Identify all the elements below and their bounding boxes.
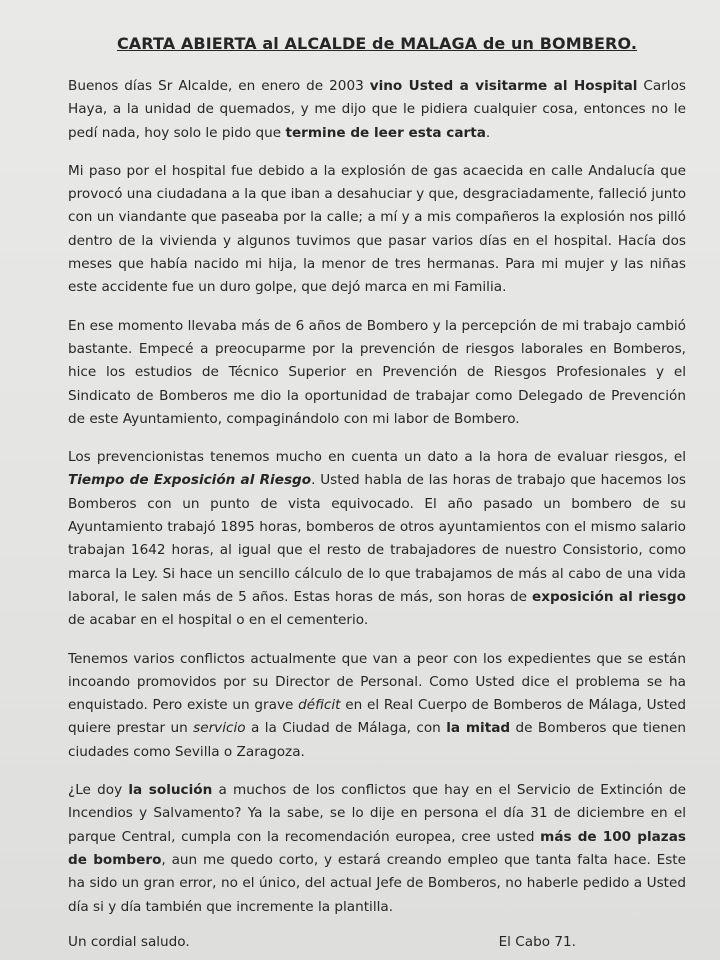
p5-text-4: de Bomberos que tienen ciudades como Sevilla o Zaragoza.: [68, 720, 686, 760]
paragraph-3: En ese momento llevaba más de 6 años de Bombero y la percepción de mi trabajo cambió bastante. Empecé a preocuparme por la prevención de riesgos laborales en Bomberos, hice los estudios de Técnico Superior en Prevención de Riesgos Profesionales y el Sindicato de Bomberos me dio la oportunidad de trabajar como Delegado de Prevención de este Ayuntamiento, compaginándolo con mi labor de Bombero.: [68, 317, 686, 427]
p1-bold-1: vino Usted a visitarme al Hospital: [369, 78, 638, 94]
paragraph-6: [68, 779, 686, 919]
p1-text-2: Carlos Haya, a la unidad de quemados, y me dijo que le pidiera cualquier cosa, entonces no le pedí nada, hoy solo le pido que: [68, 78, 686, 141]
p1-text-3: .: [485, 124, 491, 141]
p1-bold-2: termine de leer esta carta: [285, 124, 486, 141]
paragraph-2: Mi paso por el hospital fue debido a la explosión de gas acaecida en calle Andalucía que provocó una ciudadana a la que iban a desahuciar y que, desgraciadamente, falleció junto con un viandante que paseaba por la calle; a mí y a mis compañeros la explosión nos pilló dentro de la vivienda y algunos tuvimos que pasar varios días en el hospital. Hacía dos meses que había nacido mi hija, la menor de tres hermanas. Para mi mujer y las niñas este accidente fue un duro golpe, que dejó marca en mi Familia.: [68, 162, 687, 296]
p5-text-3: a la Ciudad de Málaga, con: [245, 720, 447, 737]
p6-text-1: ¿Le doy: [68, 782, 129, 799]
paragraph-4: [68, 446, 686, 632]
p5-bold-1: la mitad: [446, 720, 511, 737]
paragraph-1: [68, 75, 686, 145]
p4-bold-italic-1: Tiempo de Exposición al Riesgo: [68, 472, 312, 489]
p6-text-2: a muchos de los conflictos que hay en el Servicio de Extinción de Incendios y Salvamento? Ya la sabe, se lo dije en persona el día 31 de diciembre en el parque Central, cumpla con la recomendación europea, cree usted: [68, 782, 687, 845]
p4-text-2: . Usted habla de las horas de trabajo que hacemos los Bomberos con un punto de vista equivocado. El año pasado un bombero de su Ayuntamiento trabajó 1895 horas, bomberos de otros ayuntamientos con el mismo salario trabajan 1642 horas, al igual que el resto de trabajadores de nuestro Consistorio, como marca la Ley. Si hace un sencillo cálculo de lo que trabajamos de más al cabo de una vida laboral, le salen más de 5 años. Estas horas de más, son horas de: [68, 472, 687, 605]
paragraph-5: [68, 648, 686, 764]
p5-italic-1: déficit: [298, 697, 341, 714]
p5-text-2: en el Real Cuerpo de Bomberos de Málaga, Usted quiere prestar un: [68, 697, 687, 737]
p6-bold-1: la solución: [128, 782, 213, 799]
letter-title: CARTA ABIERTA al ALCALDE de MALAGA de un BOMBERO.: [116, 34, 638, 53]
p4-text-3: de acabar en el hospital o en el cementerio.: [68, 612, 369, 629]
p1-text-1: Buenos días Sr Alcalde, en enero de 2003: [68, 78, 370, 94]
salutation: Un cordial saludo.: [68, 933, 190, 950]
p6-text-3: , aun me quedo corto, y estará creando empleo que tanta falta hace. Este ha sido un gran error, no el único, del actual Jefe de Bomberos, no haberle pedido a Usted día si y día también que incremente la plantilla.: [68, 851, 686, 915]
p6-bold-2: más de 100 plazas de bombero: [68, 828, 686, 868]
p4-text-1: Los prevencionistas tenemos mucho en cuenta un dato a la hora de evaluar riesgos, el: [68, 449, 686, 466]
closing-row: [68, 934, 686, 950]
p5-italic-2: servicio: [193, 720, 246, 737]
p5-text-1: Tenemos varios conflictos actualmente que van a peor con los expedientes que se están incoando promovidos por su Director de Personal. Como Usted dice el problema se ha enquistado. Pero existe un grave: [68, 650, 686, 714]
p4-bold-1: exposición al riesgo: [532, 588, 686, 605]
signature: El Cabo 71.: [498, 933, 576, 950]
